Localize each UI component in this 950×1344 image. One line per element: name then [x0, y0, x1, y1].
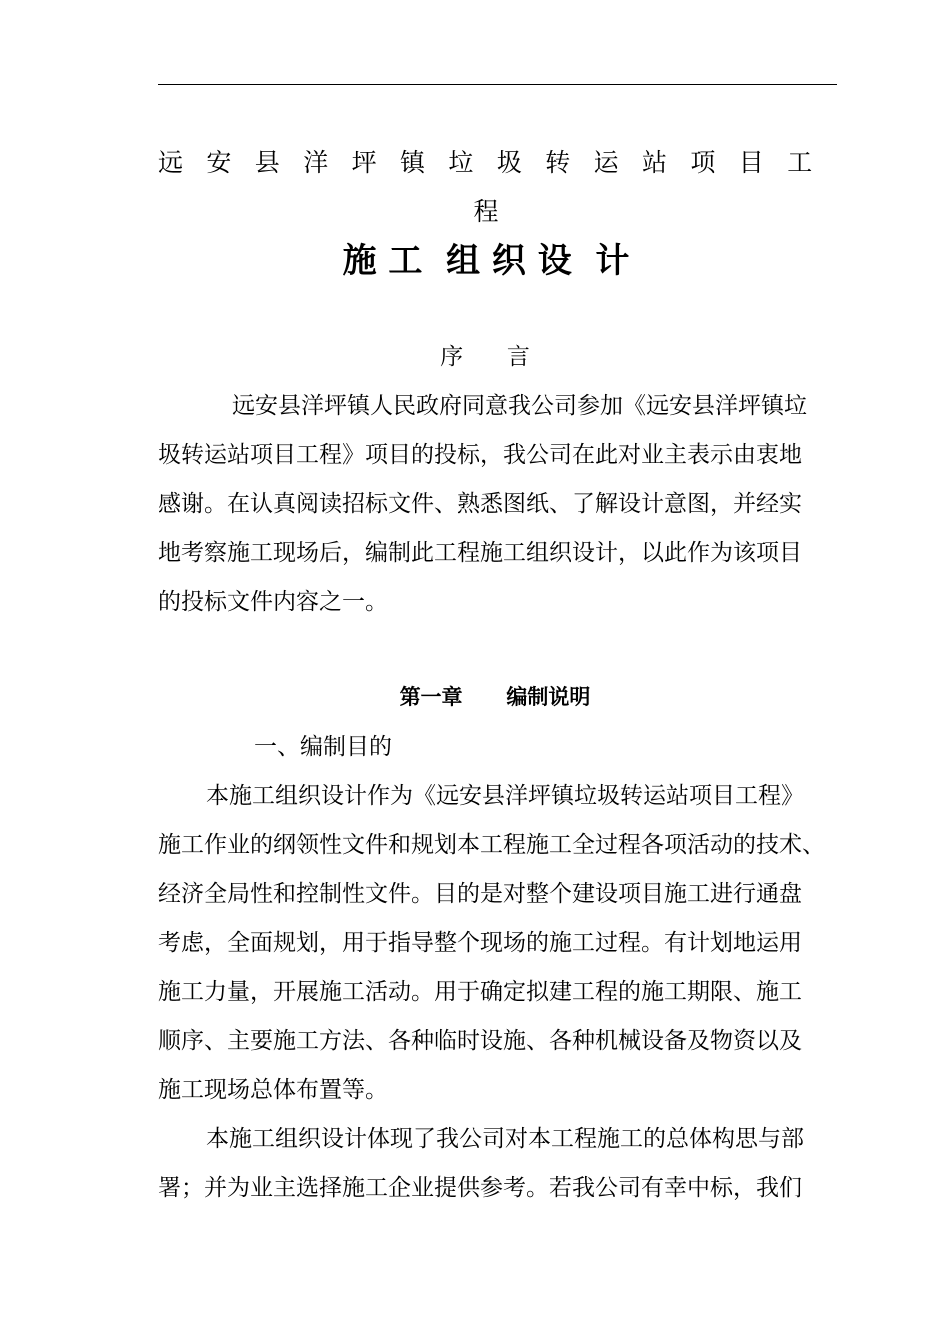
body-line: 署；并为业主选择施工企业提供参考。若我公司有幸中标，我们	[158, 1175, 802, 1201]
body-line: 施工作业的纲领性文件和规划本工程施工全过程各项活动的技术、	[158, 832, 825, 858]
chapter-heading: 第一章 编制说明	[399, 685, 591, 709]
body-line: 施工现场总体布置等。	[158, 1077, 388, 1103]
preface-heading: 序 言	[440, 344, 530, 370]
preface-line: 的投标文件内容之一。	[158, 589, 388, 615]
section-heading: 一、编制目的	[254, 734, 392, 760]
body-line: 经济全局性和控制性文件。目的是对整个建设项目施工进行通盘	[158, 881, 802, 907]
body-line: 本施工组织设计作为《远安县洋坪镇垃圾转运站项目工程》	[206, 783, 804, 809]
preface-line: 地考察施工现场后，编制此工程施工组织设计，以此作为该项目	[158, 540, 802, 566]
body-line: 顺序、主要施工方法、各种临时设施、各种机械设备及物资以及	[158, 1028, 802, 1054]
preface-line: 圾转运站项目工程》项目的投标，我公司在此对业主表示由衷地	[158, 442, 802, 468]
project-title: 远安县洋坪镇垃圾转运站项目工	[158, 148, 836, 177]
document-subtitle: 施 工 组 织 设 计	[342, 241, 630, 281]
preface-line: 远安县洋坪镇人民政府同意我公司参加《远安县洋坪镇垃	[232, 393, 807, 419]
project-title-tail: 程	[473, 197, 499, 226]
header-rule	[158, 84, 837, 85]
body-line: 本施工组织设计体现了我公司对本工程施工的总体构思与部	[206, 1126, 804, 1152]
preface-line: 感谢。在认真阅读招标文件、熟悉图纸、了解设计意图，并经实	[158, 491, 802, 517]
body-line: 施工力量，开展施工活动。用于确定拟建工程的施工期限、施工	[158, 979, 802, 1005]
body-line: 考虑，全面规划，用于指导整个现场的施工过程。有计划地运用	[158, 930, 802, 956]
